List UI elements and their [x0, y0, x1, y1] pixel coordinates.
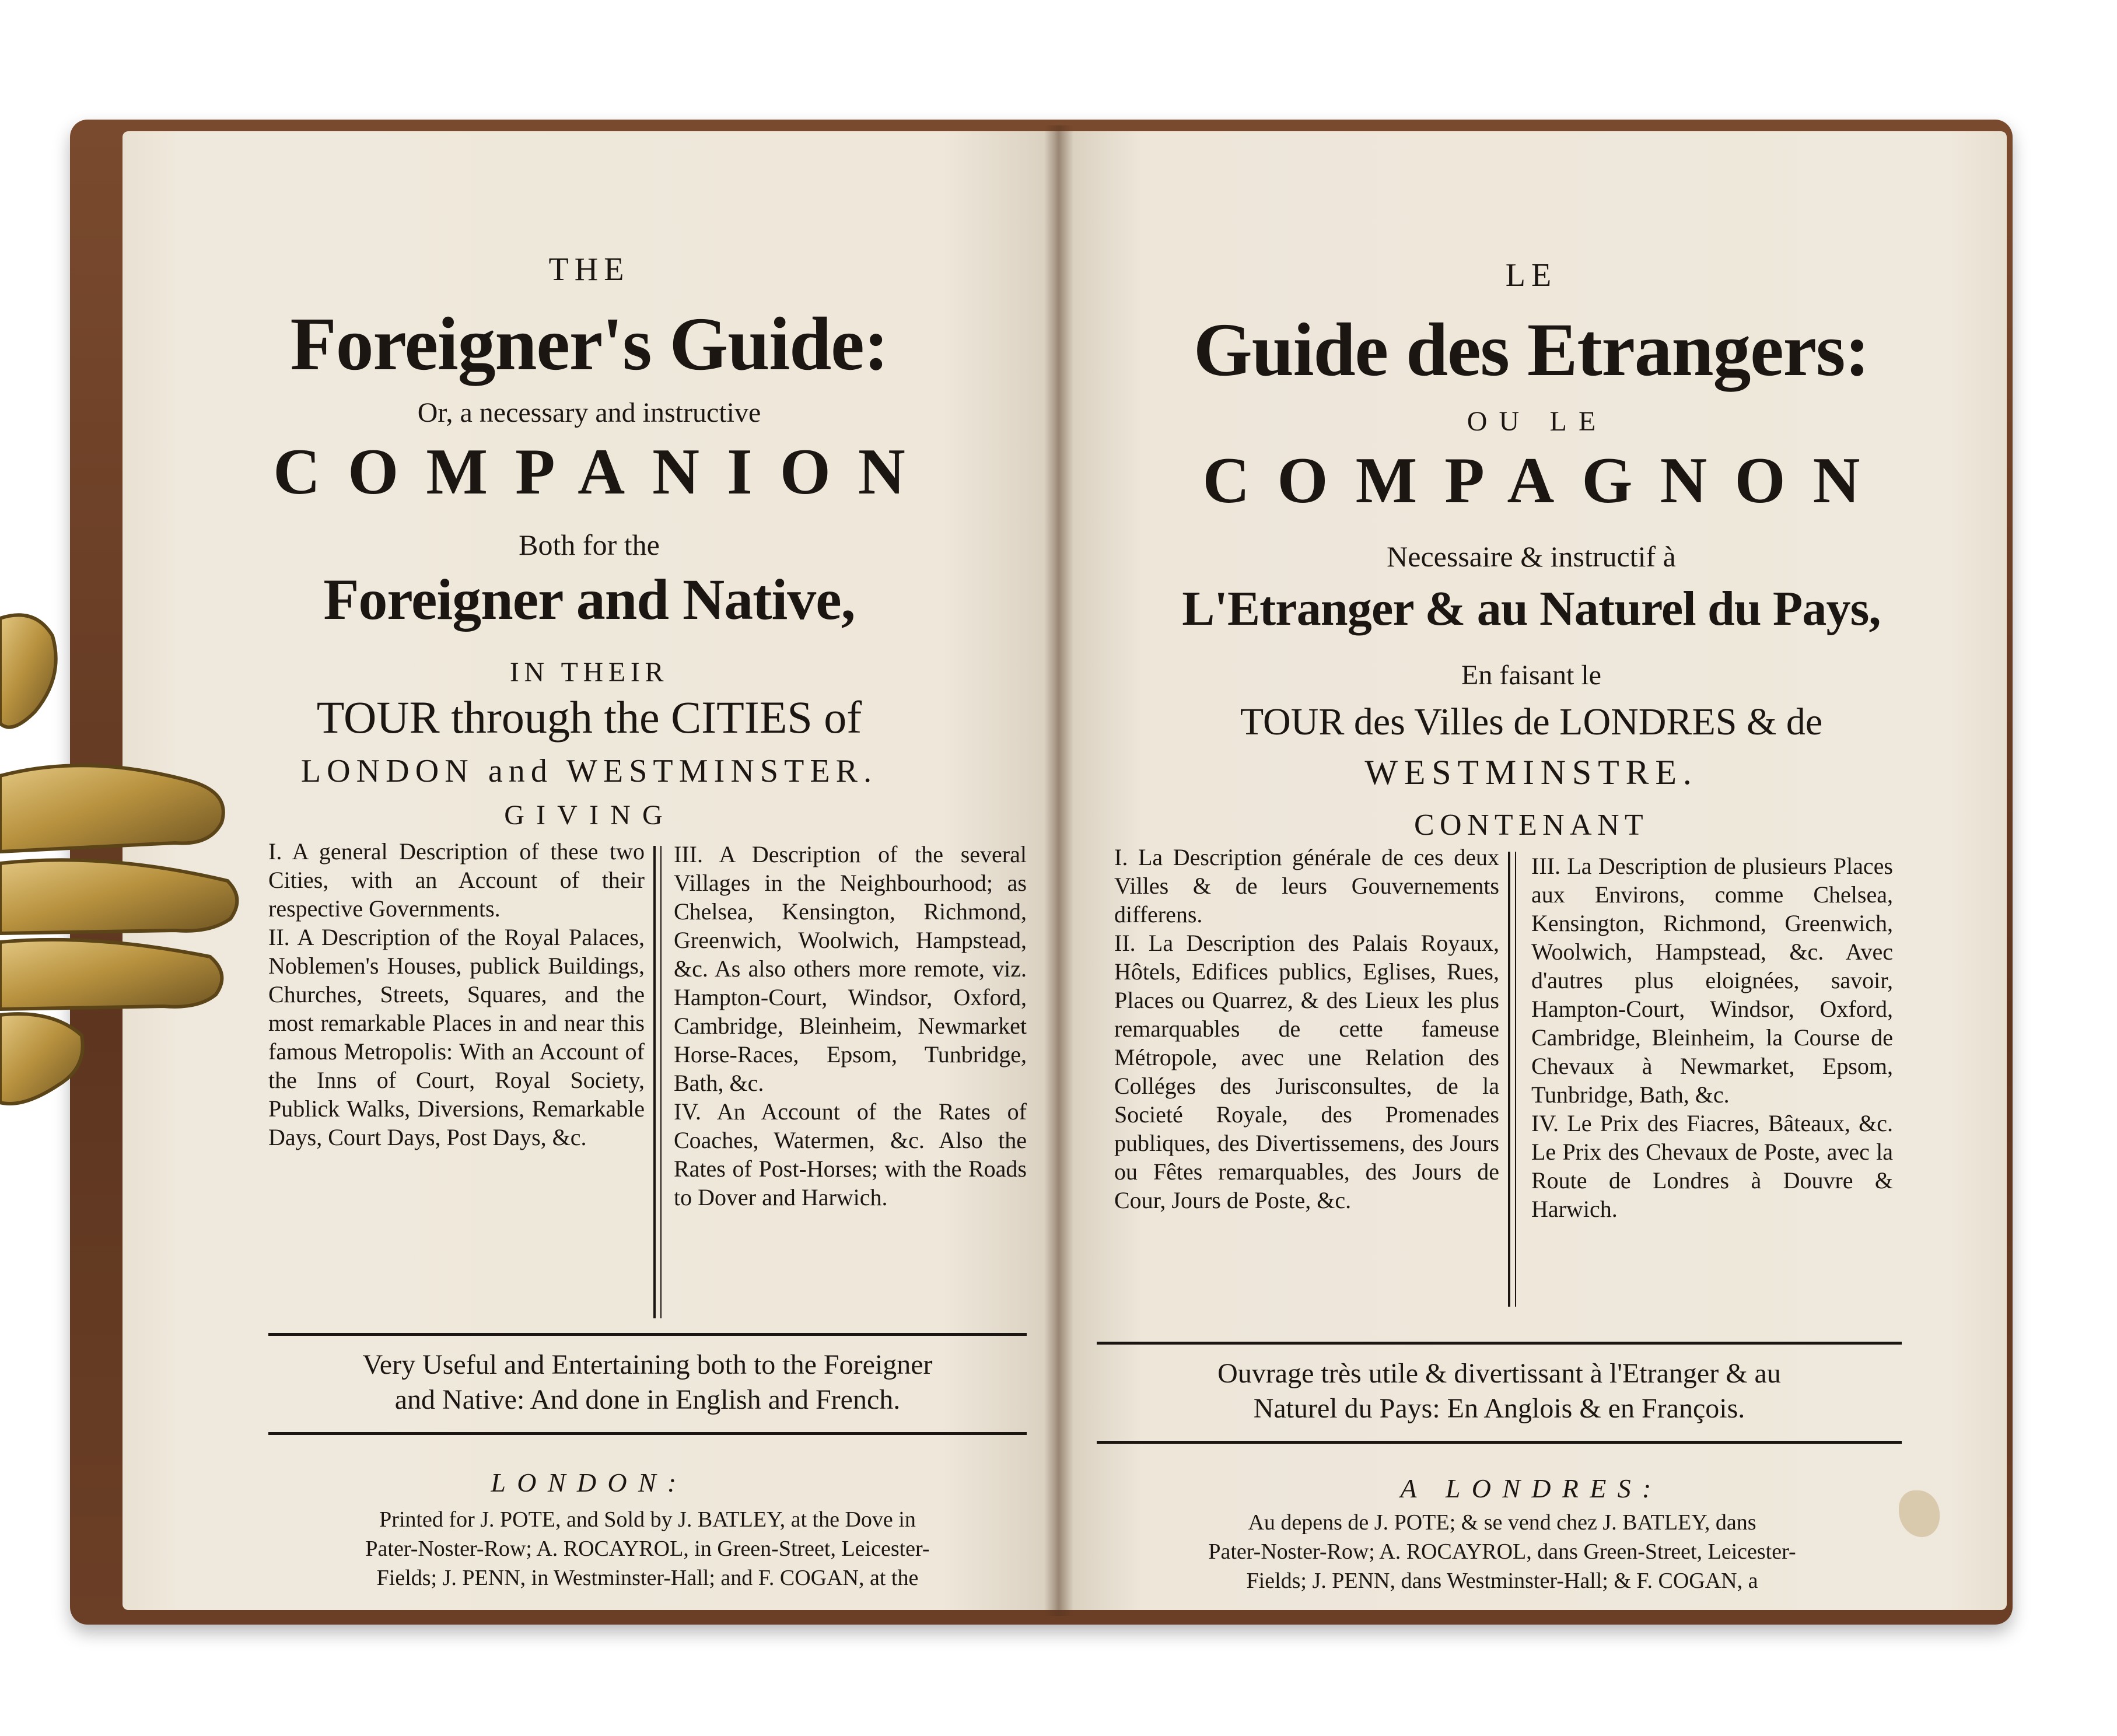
- left-rule-bottom: [268, 1432, 1027, 1435]
- left-tour-line: TOUR through the CITIES of: [316, 692, 862, 743]
- left-column-rule-a: [653, 846, 656, 1318]
- left-imprint: Printed for J. POTE, and Sold by J. BATLEY, at the Dove in Pater-Noster-Row; A. ROCAYROL, in Green-Street, Leicester- Fields; J. PENN, in Westminster-Hall; and F. COGAN, at the: [365, 1507, 930, 1590]
- right-le: LE: [1505, 257, 1558, 293]
- right-column-1: I. La Description générale de ces deux Villes & de leurs Gouvernements differens. II. La Description des Palais Royaux, Hôtels, Edifices publics, Eglises, Rues, Places ou Quarrez, & des Lieux les plus remarquables de cette fameuse Métropole, avec une Relation des Colléges des Jurisconsultes, de la Societé Royale, des Promenades publiques, des Divertissemens, des Jours ou Fêtes remarquables, des Jours de Cour, Jours de Poste, &c.: [1114, 844, 1499, 1213]
- right-rule-bottom: [1097, 1441, 1902, 1444]
- right-ou-le: OU LE: [1467, 406, 1608, 437]
- right-title: Guide des Etrangers:: [1193, 308, 1870, 392]
- right-compagnon: COMPAGNON: [1202, 444, 1888, 517]
- right-column-rule-b: [1515, 852, 1516, 1307]
- right-westminstre: WESTMINSTRE.: [1364, 753, 1698, 792]
- left-london-line: LONDON and WESTMINSTER.: [300, 753, 878, 789]
- left-page: [123, 131, 1056, 1610]
- right-etranger-line: L'Etranger & au Naturel du Pays,: [1182, 582, 1881, 636]
- right-page: [1056, 131, 2007, 1610]
- right-en-faisant: En faisant le: [1461, 660, 1601, 691]
- right-note: Ouvrage très utile & divertissant à l'Etranger & au Naturel du Pays: En Anglois & en François.: [1217, 1358, 1781, 1424]
- left-subtitle: Or, a necessary and instructive: [417, 397, 761, 428]
- left-foreigner-native: Foreigner and Native,: [323, 567, 855, 632]
- book-gutter: [1044, 125, 1073, 1616]
- left-in-their: IN THEIR: [509, 657, 669, 688]
- right-tour-line: TOUR des Villes de LONDRES & de: [1240, 701, 1823, 743]
- right-column-2: III. La Description de plusieurs Places aux Environs, comme Chelsea, Kensington, Richmond, Greenwich, Woolwich, Hampstead, &c. Avec d'autres plus eloignées, savoir, Hampton-Court, Windsor, Oxford, Cambridge, Bleinheim, la Course de Chevaux à Newmarket, Epsom, Tunbridge, Bath, &c. IV. Le Prix des Fiacres, Bâteaux, &c. Le Prix des Chevaux de Poste, avec la Route de Londres à Douvre & Harwich.: [1531, 853, 1893, 1222]
- right-rule-top: [1097, 1342, 1902, 1345]
- right-a-londres: A LONDRES:: [1400, 1474, 1663, 1503]
- left-both-for: Both for the: [519, 528, 660, 561]
- right-contenant: CONTENANT: [1414, 808, 1649, 842]
- left-column-2: III. A Description of the several Villages in the Neighbourhood; as Chelsea, Kensington, Richmond, Greenwich, Woolwich, Hampstead, &c. As also others more remote, viz. Hampton-Court, Windsor, Oxford, Cambridge, Bleinheim, Newmarket Horse-Races, Epsom, Tunbridge, Bath, &c. IV. An Account of the Rates of Coaches, Watermen, &c. Also the Rates of Post-Horses; with the Roads to Dover and Harwich.: [674, 841, 1027, 1210]
- left-the: THE: [548, 251, 630, 288]
- right-column-rule-a: [1508, 852, 1510, 1307]
- brass-clip-icon: [0, 607, 245, 1120]
- right-imprint: Au depens de J. POTE; & se vend chez J. BATLEY, dans Pater-Noster-Row; A. ROCAYROL, dans Green-Street, Leicester- Fields; J. PENN, dans Westminster-Hall; & F. COGAN, a: [1208, 1510, 1796, 1593]
- left-companion: COMPANION: [273, 436, 933, 508]
- right-necessaire: Necessaire & instructif à: [1387, 540, 1676, 573]
- left-note: Very Useful and Entertaining both to the Foreigner and Native: And done in English and French.: [362, 1349, 933, 1415]
- left-column-rule-b: [660, 846, 662, 1318]
- left-giving: GIVING: [504, 800, 674, 831]
- left-rule-top: [268, 1333, 1027, 1336]
- left-title: Foreigner's Guide:: [290, 302, 888, 386]
- left-london: LONDON:: [491, 1468, 688, 1497]
- left-column-1: I. A general Description of these two Cities, with an Account of their respective Governments. II. A Description of the Royal Palaces, Noblemen's Houses, publick Buildings, Churches, Streets, Squares, and the most remarkable Places in and near this famous Metropolis: With an Account of the Inns of Court, Royal Society, Publick Walks, Diversions, Remarkable Days, Court Days, Post Days, &c.: [268, 838, 645, 1150]
